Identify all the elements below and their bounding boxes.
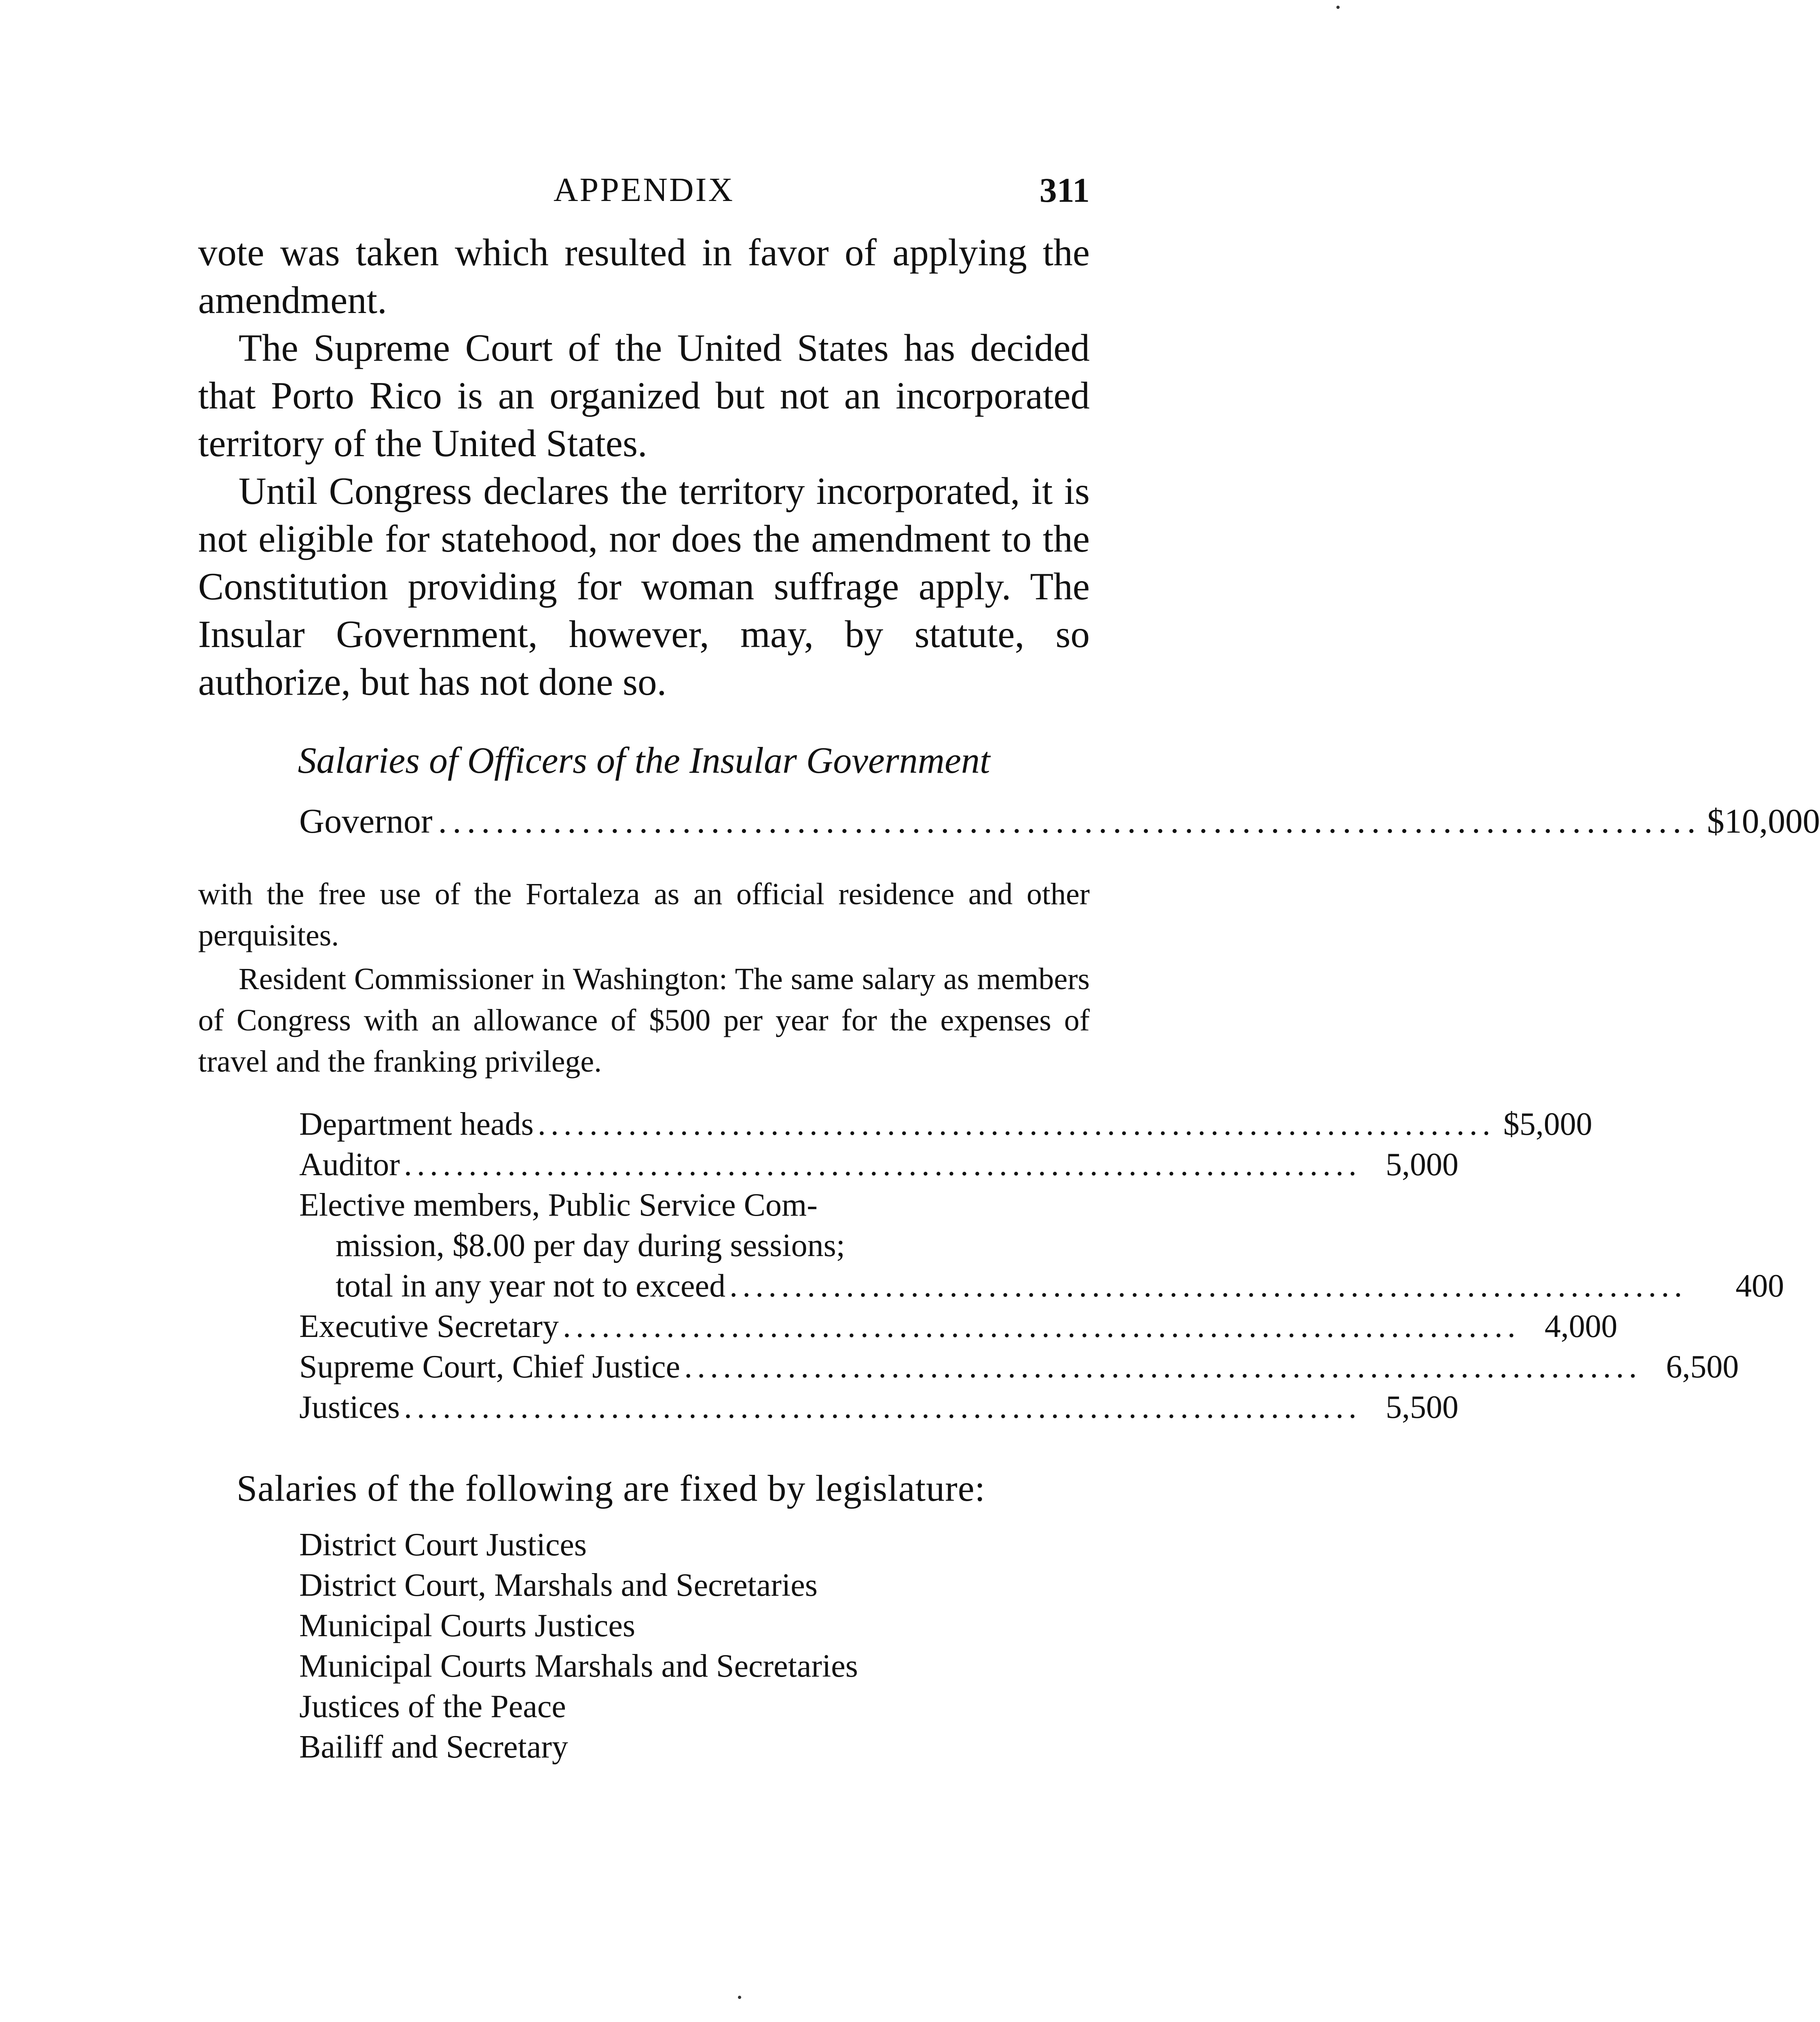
fixed-salaries-list [299,1525,858,1767]
running-head: APPENDIX [553,171,735,209]
list-item: Bailiff and Secretary [299,1729,568,1765]
dot-leader: .......................................................................... [537,1106,1495,1142]
dot-leader: .......................................................................... [684,1349,1642,1385]
salary-row [299,1104,1592,1144]
salary-label: total in any year not to exceed [336,1268,726,1304]
governor-note [198,874,1090,956]
salary-label: mission, $8.00 per day during sessions; [336,1228,845,1263]
salary-amount: 5,500 [1385,1390,1459,1425]
salary-amount: 6,500 [1666,1349,1739,1385]
dot-leader: .......................................................................... [729,1268,1687,1304]
page-header [198,168,1090,212]
salary-row [299,1225,985,1266]
salary-label: Auditor [299,1147,400,1182]
salary-label: Elective members, Public Service Com- [299,1187,818,1223]
print-speck [738,1996,741,1999]
salary-amount: 400 [1735,1268,1784,1304]
note-text: with the free use of the Fortaleza as an official residence and other perquisites. [198,877,1090,952]
paragraph: Until Congress declares the territory incorporated, it is not eligible for statehood, nor does the amendment to the Constitution providing for woman suffrage apply. The Insular Government, however, may, by statute, so authorize, but has not done so. [198,470,1090,703]
list-item: Justices of the Peace [299,1689,566,1724]
dot-leader: .......................................................................... [404,1390,1361,1425]
salary-row [299,1185,985,1225]
paragraph: vote was taken which resulted in favor of applying the amendment. [198,231,1090,321]
salary-row [299,1387,1459,1428]
section-heading: Salaries of Officers of the Insular Government [298,740,990,781]
salary-amount: $10,000 [1707,802,1820,840]
salary-label: Justices [299,1390,400,1425]
body-text [198,228,1090,706]
salary-amount: 5,000 [1385,1147,1459,1182]
note-text: Resident Commissioner in Washington: The same salary as members of Congress with an allowance of $500 per year for the expenses of travel and the franking privilege. [198,962,1090,1079]
salary-amount: $5,000 [1503,1106,1592,1142]
salary-label: Department heads [299,1106,534,1142]
salary-amount: 4,000 [1544,1309,1617,1344]
page-number: 311 [1039,171,1090,209]
list-item: Municipal Courts Marshals and Secretaries [299,1648,858,1684]
dot-leader: .......................................................................... [562,1309,1520,1344]
salary-row [299,1144,1459,1185]
dot-leader: .......................................................................... [404,1147,1361,1182]
print-speck [1336,6,1340,9]
list-item: District Court, Marshals and Secretaries [299,1567,818,1603]
governor-salary-row [299,799,1820,843]
salary-row [299,1266,1784,1306]
list-item: District Court Justices [299,1527,587,1563]
salary-row [299,1347,1739,1387]
salary-label: Supreme Court, Chief Justice [299,1349,681,1385]
salary-table [299,1104,1784,1428]
list-item: Municipal Courts Justices [299,1608,636,1643]
salary-label: Governor [299,802,433,840]
paragraph: The Supreme Court of the United States has decided that Porto Rico is an organized but not an incorporated territory of the United States. [198,326,1090,465]
salary-row [299,1306,1617,1347]
salary-label: Executive Secretary [299,1309,559,1344]
fixed-salaries-heading: Salaries of the following are fixed by legislature: [237,1468,986,1509]
resident-commissioner-note [198,958,1090,1082]
dot-leader: ........................................................................................ [438,802,1702,840]
